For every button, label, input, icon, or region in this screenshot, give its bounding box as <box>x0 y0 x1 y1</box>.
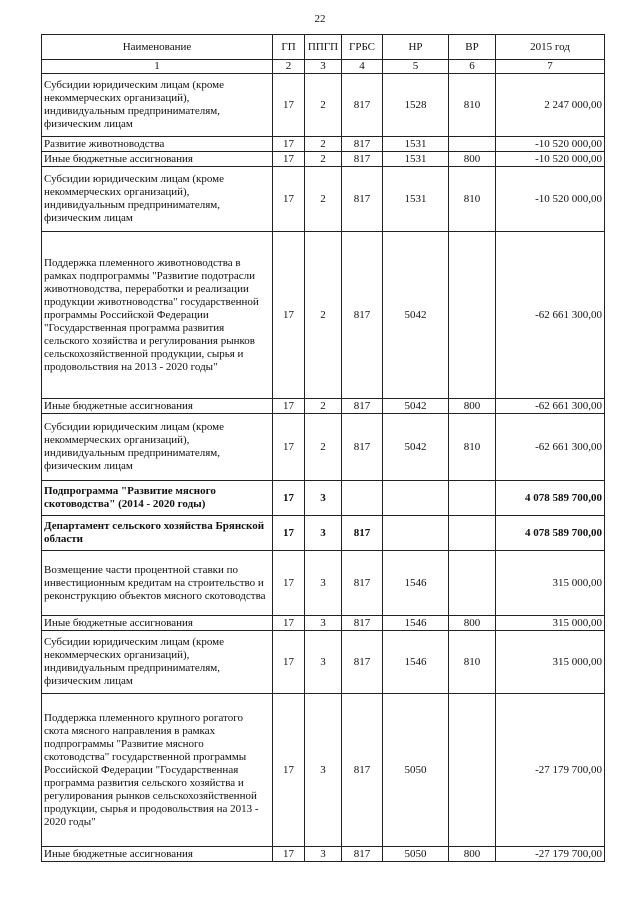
cell-ppgp: 2 <box>305 167 342 232</box>
column-number: 2 <box>273 60 305 74</box>
cell-grbs: 817 <box>342 232 383 399</box>
table-row <box>42 74 605 137</box>
cell-grbs: 817 <box>342 152 383 167</box>
cell-vr <box>449 232 496 399</box>
cell-nr <box>383 516 449 551</box>
header-gp: ГП <box>273 35 305 60</box>
cell-grbs: 817 <box>342 551 383 616</box>
header-vr: ВР <box>449 35 496 60</box>
cell-ppgp: 3 <box>305 551 342 616</box>
cell-ppgp: 2 <box>305 232 342 399</box>
column-number: 3 <box>305 60 342 74</box>
cell-name: Иные бюджетные ассигнования <box>42 847 273 862</box>
cell-amount: -62 661 300,00 <box>496 399 605 414</box>
cell-grbs: 817 <box>342 137 383 152</box>
cell-nr: 1531 <box>383 167 449 232</box>
cell-name: Субсидии юридическим лицам (кроме некоммерческих организаций), индивидуальным предпринимателям, физическим лицам <box>42 167 273 232</box>
cell-gp: 17 <box>273 516 305 551</box>
cell-vr <box>449 551 496 616</box>
cell-vr: 800 <box>449 399 496 414</box>
cell-gp: 17 <box>273 399 305 414</box>
cell-amount: 315 000,00 <box>496 631 605 694</box>
cell-nr: 5042 <box>383 399 449 414</box>
cell-ppgp: 3 <box>305 516 342 551</box>
cell-grbs: 817 <box>342 167 383 232</box>
cell-gp: 17 <box>273 74 305 137</box>
cell-nr: 1546 <box>383 616 449 631</box>
column-number-row <box>42 60 605 74</box>
cell-nr: 1546 <box>383 551 449 616</box>
cell-nr: 5050 <box>383 694 449 847</box>
cell-ppgp: 2 <box>305 152 342 167</box>
cell-gp: 17 <box>273 551 305 616</box>
cell-vr <box>449 694 496 847</box>
cell-gp: 17 <box>273 137 305 152</box>
cell-vr: 810 <box>449 631 496 694</box>
table-row <box>42 232 605 399</box>
cell-gp: 17 <box>273 232 305 399</box>
cell-amount: -10 520 000,00 <box>496 137 605 152</box>
cell-amount: -27 179 700,00 <box>496 847 605 862</box>
cell-vr: 810 <box>449 74 496 137</box>
table-row <box>42 481 605 516</box>
cell-gp: 17 <box>273 167 305 232</box>
column-number: 1 <box>42 60 273 74</box>
table-row <box>42 137 605 152</box>
cell-ppgp: 2 <box>305 137 342 152</box>
cell-grbs: 817 <box>342 516 383 551</box>
cell-vr <box>449 481 496 516</box>
table-row <box>42 616 605 631</box>
cell-vr <box>449 137 496 152</box>
cell-amount: -62 661 300,00 <box>496 414 605 481</box>
cell-name: Субсидии юридическим лицам (кроме некоммерческих организаций), индивидуальным предпринимателям, физическим лицам <box>42 74 273 137</box>
cell-name: Иные бюджетные ассигнования <box>42 399 273 414</box>
cell-grbs: 817 <box>342 847 383 862</box>
header-ppgp: ППГП <box>305 35 342 60</box>
cell-grbs <box>342 481 383 516</box>
cell-grbs: 817 <box>342 74 383 137</box>
cell-amount: -62 661 300,00 <box>496 232 605 399</box>
header-row <box>42 35 605 60</box>
cell-amount: 2 247 000,00 <box>496 74 605 137</box>
cell-amount: 315 000,00 <box>496 551 605 616</box>
cell-ppgp: 3 <box>305 481 342 516</box>
table-row <box>42 167 605 232</box>
cell-name: Развитие животноводства <box>42 137 273 152</box>
column-number: 6 <box>449 60 496 74</box>
cell-name: Поддержка племенного животноводства в рамках подпрограммы "Развитие подотрасли животноводства, переработки и реализации продукции животноводства" государственной программы Российской Федерации "Государственная программа развития сельского хозяйства и регулирования рынков сельскохозяйственной продукции, сырья и продовольствия на 2013 - 2020 годы" <box>42 232 273 399</box>
column-number: 7 <box>496 60 605 74</box>
cell-vr: 810 <box>449 167 496 232</box>
table-row <box>42 631 605 694</box>
page-number: 22 <box>314 13 326 25</box>
cell-grbs: 817 <box>342 631 383 694</box>
header-grbs: ГРБС <box>342 35 383 60</box>
column-number: 4 <box>342 60 383 74</box>
cell-grbs: 817 <box>342 399 383 414</box>
cell-gp: 17 <box>273 631 305 694</box>
cell-ppgp: 3 <box>305 694 342 847</box>
cell-nr: 1546 <box>383 631 449 694</box>
cell-name: Подпрограмма "Развитие мясного скотоводства" (2014 - 2020 годы) <box>42 481 273 516</box>
cell-vr: 800 <box>449 616 496 631</box>
column-number: 5 <box>383 60 449 74</box>
cell-grbs: 817 <box>342 414 383 481</box>
cell-vr <box>449 516 496 551</box>
cell-grbs: 817 <box>342 616 383 631</box>
cell-name: Департамент сельского хозяйства Брянской области <box>42 516 273 551</box>
cell-vr: 810 <box>449 414 496 481</box>
table-row <box>42 847 605 862</box>
cell-nr: 1528 <box>383 74 449 137</box>
cell-nr: 5050 <box>383 847 449 862</box>
cell-ppgp: 2 <box>305 74 342 137</box>
cell-vr: 800 <box>449 847 496 862</box>
cell-nr: 5042 <box>383 414 449 481</box>
cell-ppgp: 3 <box>305 616 342 631</box>
cell-grbs: 817 <box>342 694 383 847</box>
cell-amount: 315 000,00 <box>496 616 605 631</box>
cell-name: Иные бюджетные ассигнования <box>42 616 273 631</box>
table-row <box>42 694 605 847</box>
cell-nr <box>383 481 449 516</box>
cell-amount: 4 078 589 700,00 <box>496 481 605 516</box>
table-row <box>42 516 605 551</box>
cell-gp: 17 <box>273 847 305 862</box>
cell-name: Субсидии юридическим лицам (кроме некоммерческих организаций), индивидуальным предпринимателям, физическим лицам <box>42 414 273 481</box>
cell-nr: 1531 <box>383 137 449 152</box>
cell-gp: 17 <box>273 481 305 516</box>
cell-amount: -27 179 700,00 <box>496 694 605 847</box>
table-row <box>42 551 605 616</box>
cell-gp: 17 <box>273 414 305 481</box>
cell-nr: 1531 <box>383 152 449 167</box>
header-name: Наименование <box>42 35 273 60</box>
cell-amount: -10 520 000,00 <box>496 152 605 167</box>
cell-vr: 800 <box>449 152 496 167</box>
table-row <box>42 399 605 414</box>
cell-name: Иные бюджетные ассигнования <box>42 152 273 167</box>
header-year: 2015 год <box>496 35 605 60</box>
header-nr: НР <box>383 35 449 60</box>
table-row <box>42 414 605 481</box>
cell-gp: 17 <box>273 616 305 631</box>
cell-amount: 4 078 589 700,00 <box>496 516 605 551</box>
cell-ppgp: 3 <box>305 631 342 694</box>
cell-ppgp: 2 <box>305 414 342 481</box>
cell-nr: 5042 <box>383 232 449 399</box>
cell-name: Возмещение части процентной ставки по инвестиционным кредитам на строительство и реконструкцию объектов мясного скотоводства <box>42 551 273 616</box>
cell-ppgp: 3 <box>305 847 342 862</box>
cell-ppgp: 2 <box>305 399 342 414</box>
table-row <box>42 152 605 167</box>
cell-amount: -10 520 000,00 <box>496 167 605 232</box>
cell-gp: 17 <box>273 694 305 847</box>
cell-name: Субсидии юридическим лицам (кроме некоммерческих организаций), индивидуальным предпринимателям, физическим лицам <box>42 631 273 694</box>
cell-name: Поддержка племенного крупного рогатого скота мясного направления в рамках подпрограммы "Развитие мясного скотоводства" государственной программы Российской Федерации "Государственная программа развития сельского хозяйства и регулирования рынков сельскохозяйственной продукции, сырья и продовольствия на 2013 - 2020 годы" <box>42 694 273 847</box>
budget-table <box>41 34 605 862</box>
cell-gp: 17 <box>273 152 305 167</box>
